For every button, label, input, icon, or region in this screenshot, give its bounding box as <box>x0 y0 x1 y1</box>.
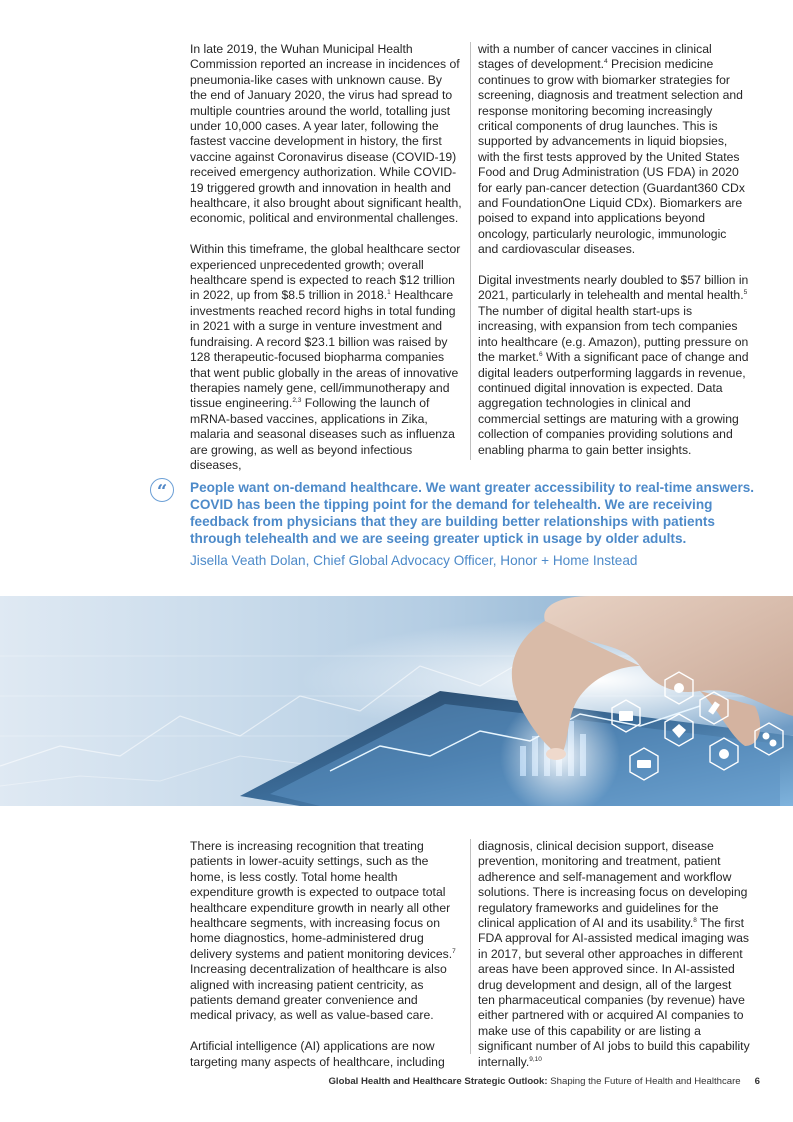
ambulance-icon <box>637 760 651 768</box>
clock-icon <box>719 749 729 759</box>
page-footer <box>300 1076 760 1087</box>
text-run: Increasing decentralization of healthcare is also aligned with increasing patient centricity, as patients demand greater convenience and medical privacy, as well as value-based care. <box>190 962 447 1023</box>
paragraph: In late 2019, the Wuhan Municipal Health Commission reported an increase in incidences of pneumonia-like cases with unknown cause. By the end of January 2020, the virus had spread to multiple countries around the world, totalling just under 10,000 cases. A year later, following the fastest vaccine development in history, the first vaccine against Coronavirus disease (COVID-19) received emergency authorization. While COVID-19 triggered growth and innovation in health and healthcare, it also brought about significant health, economic, political and environmental challenges. <box>190 42 462 226</box>
bottom-right-column <box>478 839 750 1070</box>
text-run: The number of digital health start-ups is increasing, with expansion from tech companies into healthcare (e.g. Amazon), putting pressure on the market. <box>478 303 749 365</box>
text-run: Following the launch of mRNA-based vaccines, applications in Zika, malaria and seasonal diseases such as influenza are growing, as well as beyond infectious diseases, <box>190 396 455 472</box>
paragraph <box>478 42 750 258</box>
paragraph <box>478 839 750 1070</box>
quote-attribution: Jisella Veath Dolan, Chief Global Advocacy Officer, Honor + Home Instead <box>190 553 638 568</box>
page-number: 6 <box>754 1076 760 1087</box>
footnote-ref: 5 <box>743 289 748 297</box>
text-run: Digital investments nearly doubled to $57 billion in 2021, particularly in telehealth and mental health. <box>478 273 749 303</box>
column-divider <box>470 42 471 460</box>
paragraph <box>190 242 462 473</box>
text-run: The first FDA approval for AI-assisted medical imaging was in 2017, but several other approaches in different areas have been approved since. In AI-assisted drug development and design, all of the largest ten pharmaceutical companies (by revenue) have either partnered with or acquired AI companies to make use of this capability or are listing a significant number of AI jobs to build this capability internally. <box>478 916 750 1069</box>
person-icon <box>674 683 684 693</box>
footnote-ref: 4 <box>604 58 608 66</box>
paragraph <box>478 273 750 458</box>
text-run: Precision medicine continues to grow with biomarker strategies for screening, diagnosis and treatment selection and response monitoring becoming increasingly critical components of drug launches. This is supported by advancements in liquid biopsies, with the first tests approved by the United States Food and Drug Administration (US FDA) in 2020 for early pan-cancer detection (Guardant360 CDx and FoundationOne Liquid CDx). Biomarkers are poised to expand into applications beyond oncology, particularly neurologic, immunologic and cardiovascular diseases. <box>478 57 745 257</box>
text-run: diagnosis, clinical decision support, disease prevention, monitoring and treatment, patient adherence and self-management and workflow solutions. There is increasing focus on developing regulatory frameworks and guidelines for the clinical application of AI and its usability. <box>478 839 748 931</box>
footer-subtitle: Shaping the Future of Health and Healthcare <box>547 1076 741 1087</box>
text-run: with a number of cancer vaccines in clinical stages of development. <box>478 42 712 72</box>
footnote-ref: 9,10 <box>529 1055 542 1063</box>
quote-icon: “ <box>150 478 174 502</box>
footer-title: Global Health and Healthcare Strategic Outlook: <box>328 1076 548 1087</box>
text-run: With a significant pace of change and digital leaders outperforming laggards in revenue, continued digital innovation is expected. Data aggregation technologies in clinical and commercial settings are maturing with a growing collection of companies providing solutions and enabling pharma to gain better insights. <box>478 350 749 457</box>
paragraph <box>190 839 462 1024</box>
pull-quote: People want on-demand healthcare. We want greater accessibility to real-time answers. COVID has been the tipping point for the demand for telehealth. We are receiving feedback from physicians that they are building better relationships with patients through telehealth and we are seeing greater uptick in usage by older adults. <box>190 480 755 546</box>
footnote-ref: 8 <box>693 917 697 925</box>
footnote-ref: 1 <box>387 289 391 297</box>
column-divider <box>470 839 471 1054</box>
paragraph: Artificial intelligence (AI) applications are now targeting many aspects of healthcare, including <box>190 1039 445 1069</box>
top-right-column <box>478 42 750 458</box>
text-run: Healthcare investments reached record highs in total funding in 2021 with a surge in venture investment and fundraising. A record $23.1 billion was raised by 128 therapeutic-focused biopharma companies that went public globally in the areas of innovative therapies namely gene, cell/immunotherapy and tissue engineering. <box>190 288 459 411</box>
top-left-column <box>190 42 462 473</box>
footnote-ref: 7 <box>452 947 456 955</box>
monitor-icon <box>619 711 633 721</box>
footnote-ref: 6 <box>538 351 543 359</box>
text-run: There is increasing recognition that treating patients in lower-acuity settings, such as the home, is less costly. Total home health expenditure growth is expected to outpace total healthcare expenditure growth in nearly all other healthcare segments, with increasing focus on home diagnostics, home-administered drug delivery systems and patient monitoring devices. <box>190 839 453 961</box>
hero-image <box>0 596 793 806</box>
pills-icon <box>763 733 770 740</box>
text-run: Within this timeframe, the global healthcare sector experienced unprecedented growth; overall healthcare spend is expected to reach $12 trillion in 2022, up from $8.5 trillion in 2018. <box>190 242 461 303</box>
footnote-ref: 2,3 <box>292 397 302 405</box>
bottom-left-column <box>190 839 462 1070</box>
digital-health-illustration <box>0 596 793 806</box>
